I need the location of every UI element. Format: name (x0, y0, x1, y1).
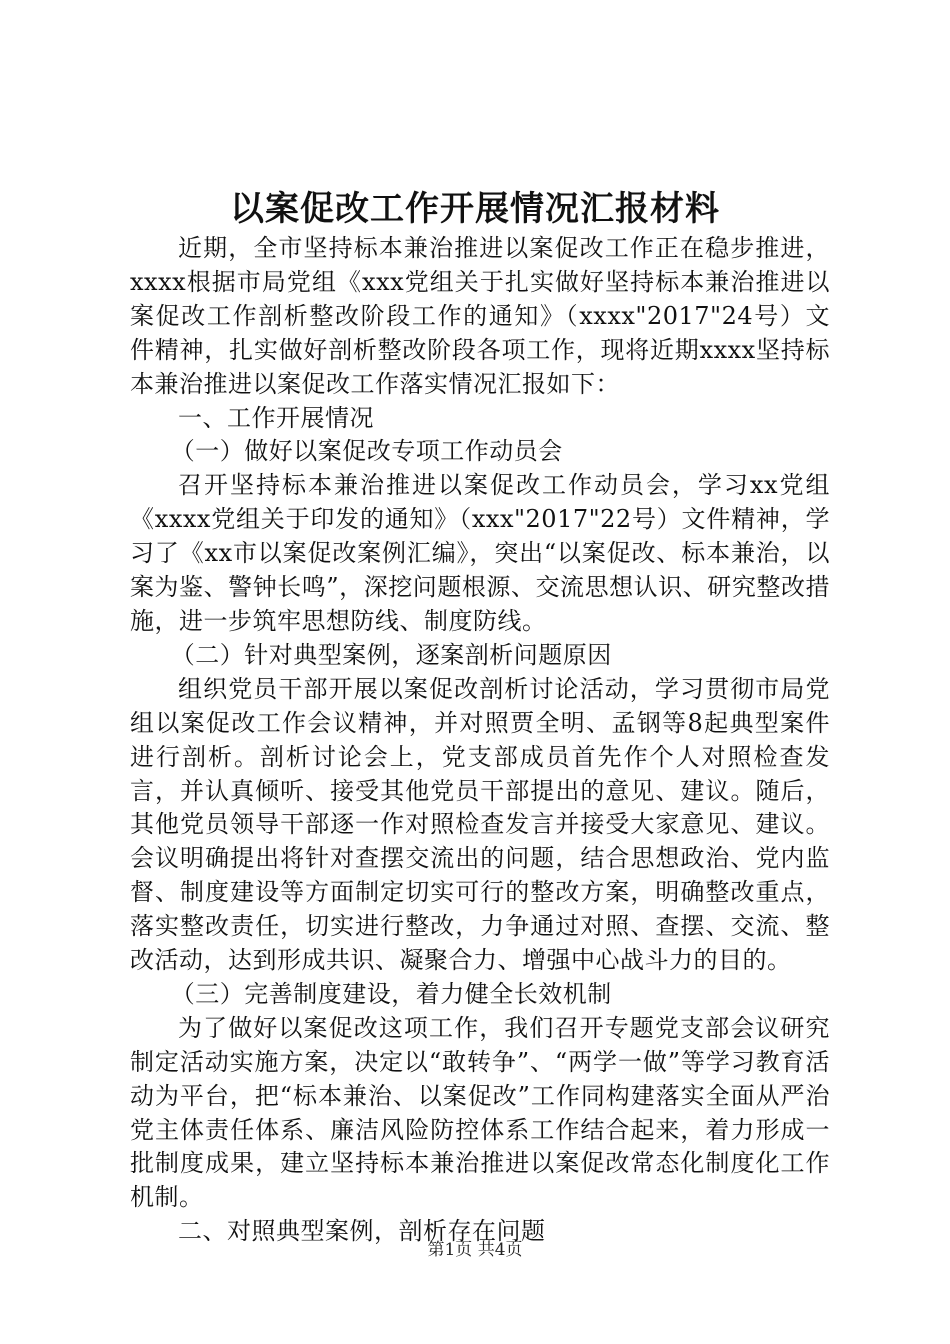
intro-paragraph: 近期，全市坚持标本兼治推进以案促改工作正在稳步推进，xxxx根据市局党组《xxx党组关于扎实做好坚持标本兼治推进以案促改工作剖析整改阶段工作的通知》（xxxx"2017"24号）文件精神，扎实做好剖析整改阶段各项工作，现将近期xxxx坚持标本兼治推进以案促改工作落实情况汇报如下： (130, 234, 830, 398)
body-paragraph-1: 召开坚持标本兼治推进以案促改工作动员会，学习xx党组《xxxx党组关于印发的通知》（xxx"2017"22号）文件精神，学习了《xx市以案促改案例汇编》，突出“以案促改、标本兼治，以案为鉴、警钟长鸣”，深挖问题根源、交流思想认识、研究整改措施，进一步筑牢思想防线、制度防线。 (130, 471, 830, 635)
page-footer: 第1页 共4页 (427, 1240, 523, 1260)
subsection-heading-2: （二）针对典型案例，逐案剖析问题原因 (170, 640, 612, 669)
body-paragraph-3: 为了做好以案促改这项工作，我们召开专题党支部会议研究制定活动实施方案，决定以“敢转争”、“两学一做”等学习教育活动为平台，把“标本兼治、以案促改”工作同构建落实全面从严治党主体责任体系、廉洁风险防控体系工作结合起来，着力形成一批制度成果，建立坚持标本兼治推进以案促改常态化制度化工作机制。 (130, 1013, 830, 1212)
subsection-heading-3: （三）完善制度建设，着力健全长效机制 (170, 979, 612, 1008)
body-paragraph-2: 组织党员干部开展以案促改剖析讨论活动，学习贯彻市局党组以案促改工作会议精神，并对照贾全明、孟钢等8起典型案件进行剖析。剖析讨论会上，党支部成员首先作个人对照检查发言，并认真倾听、接受其他党员干部提出的意见、建议。随后，其他党员领导干部逐一作对照检查发言并接受大家意见、建议。会议明确提出将针对查摆交流出的问题，结合思想政治、党内监督、制度建设等方面制定切实可行的整改方案，明确整改重点，落实整改责任，切实进行整改，力争通过对照、查摆、交流、整改活动，达到形成共识、凝聚合力、增强中心战斗力的目的。 (130, 674, 830, 975)
section-heading-2: 二、对照典型案例，剖析存在问题 (178, 1217, 546, 1246)
section-heading-1: 一、工作开展情况 (178, 403, 374, 432)
subsection-heading-1: （一）做好以案促改专项工作动员会 (170, 437, 563, 466)
document-title: 以案促改工作开展情况汇报材料 (230, 189, 720, 229)
document-body (130, 232, 830, 1249)
